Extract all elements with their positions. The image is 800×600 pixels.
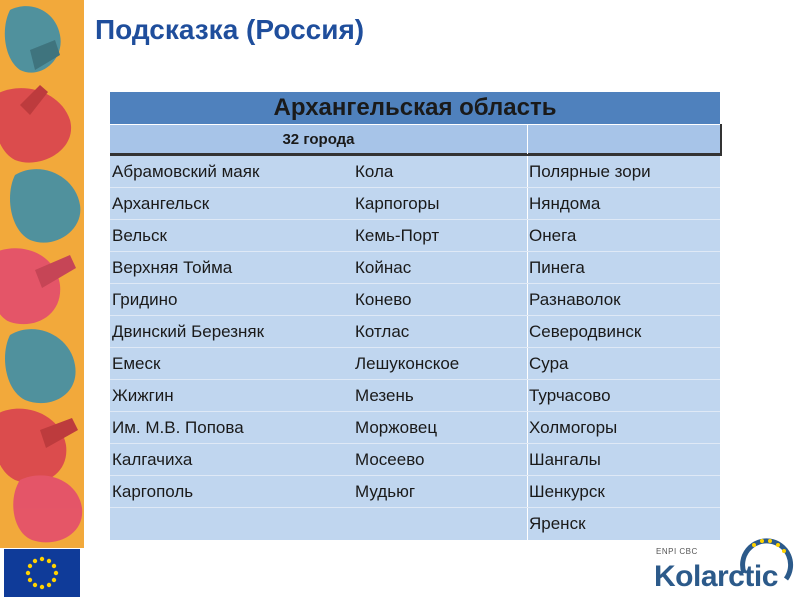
city-cell: Полярные зори	[527, 156, 720, 187]
city-cell: Вельск	[112, 226, 167, 245]
city-count-label: 32 города	[282, 131, 355, 148]
city-cell: Лешуконское	[355, 354, 460, 373]
city-cell: Верхняя Тойма	[112, 258, 233, 277]
table-row	[110, 156, 720, 188]
city-cell: Шенкурск	[527, 476, 720, 507]
city-cell: Абрамовский маяк	[112, 162, 260, 181]
cities-table	[110, 92, 720, 540]
city-cell: Мудьюг	[355, 482, 416, 501]
city-rows	[110, 156, 720, 540]
city-cell: Онега	[527, 220, 720, 251]
city-cell: Емеск	[112, 354, 161, 373]
table-row	[110, 220, 720, 252]
city-cell: Жижгин	[112, 386, 174, 405]
city-cell: Мосеево	[355, 450, 425, 469]
decorative-hands-strip	[0, 0, 84, 548]
city-cell: Каргополь	[112, 482, 194, 501]
city-cell: Мезень	[355, 386, 414, 405]
table-row	[110, 444, 720, 476]
table-row	[110, 348, 720, 380]
city-cell: Кемь-Порт	[355, 226, 440, 245]
city-cell: Разнаволок	[527, 284, 720, 315]
table-row	[110, 188, 720, 220]
table-row	[110, 508, 720, 540]
city-cell: Конево	[355, 290, 412, 309]
brand-name: Kolarctic	[654, 560, 778, 593]
program-label: ENPI CBC	[656, 547, 698, 556]
city-cell: Гридино	[112, 290, 178, 309]
table-row	[110, 476, 720, 508]
city-cell: Котлас	[355, 322, 410, 341]
city-cell: Пинега	[527, 252, 720, 283]
city-cell: Турчасово	[527, 380, 720, 411]
city-cell: Моржовец	[355, 418, 438, 437]
city-cell	[354, 508, 527, 540]
city-cell: Карпогоры	[355, 194, 440, 213]
city-cell: Архангельск	[112, 194, 210, 213]
city-cell: Им. М.В. Попова	[112, 418, 244, 437]
city-cell: Калгачиха	[112, 450, 193, 469]
table-row	[110, 252, 720, 284]
city-cell: Шангалы	[527, 444, 720, 475]
region-header: Архангельская область	[110, 92, 720, 124]
table-row	[110, 284, 720, 316]
table-row	[110, 316, 720, 348]
city-cell: Яренск	[527, 508, 720, 540]
kolarctic-logo	[650, 533, 798, 598]
table-row	[110, 412, 720, 444]
city-count-row	[110, 124, 720, 156]
table-row	[110, 380, 720, 412]
city-cell: Няндома	[527, 188, 720, 219]
city-cell: Кола	[355, 162, 394, 181]
city-cell: Двинский Березняк	[112, 322, 265, 341]
eu-flag-logo	[4, 549, 80, 597]
city-cell: Сура	[527, 348, 720, 379]
city-cell: Северодвинск	[527, 316, 720, 347]
city-cell: Койнас	[355, 258, 412, 277]
page-title: Подсказка (Россия)	[95, 14, 365, 45]
column-separator	[527, 125, 528, 154]
city-cell: Холмогоры	[527, 412, 720, 443]
city-cell	[110, 508, 354, 540]
table-edge	[720, 124, 722, 156]
kolarctic-arc-icon	[734, 533, 796, 595]
